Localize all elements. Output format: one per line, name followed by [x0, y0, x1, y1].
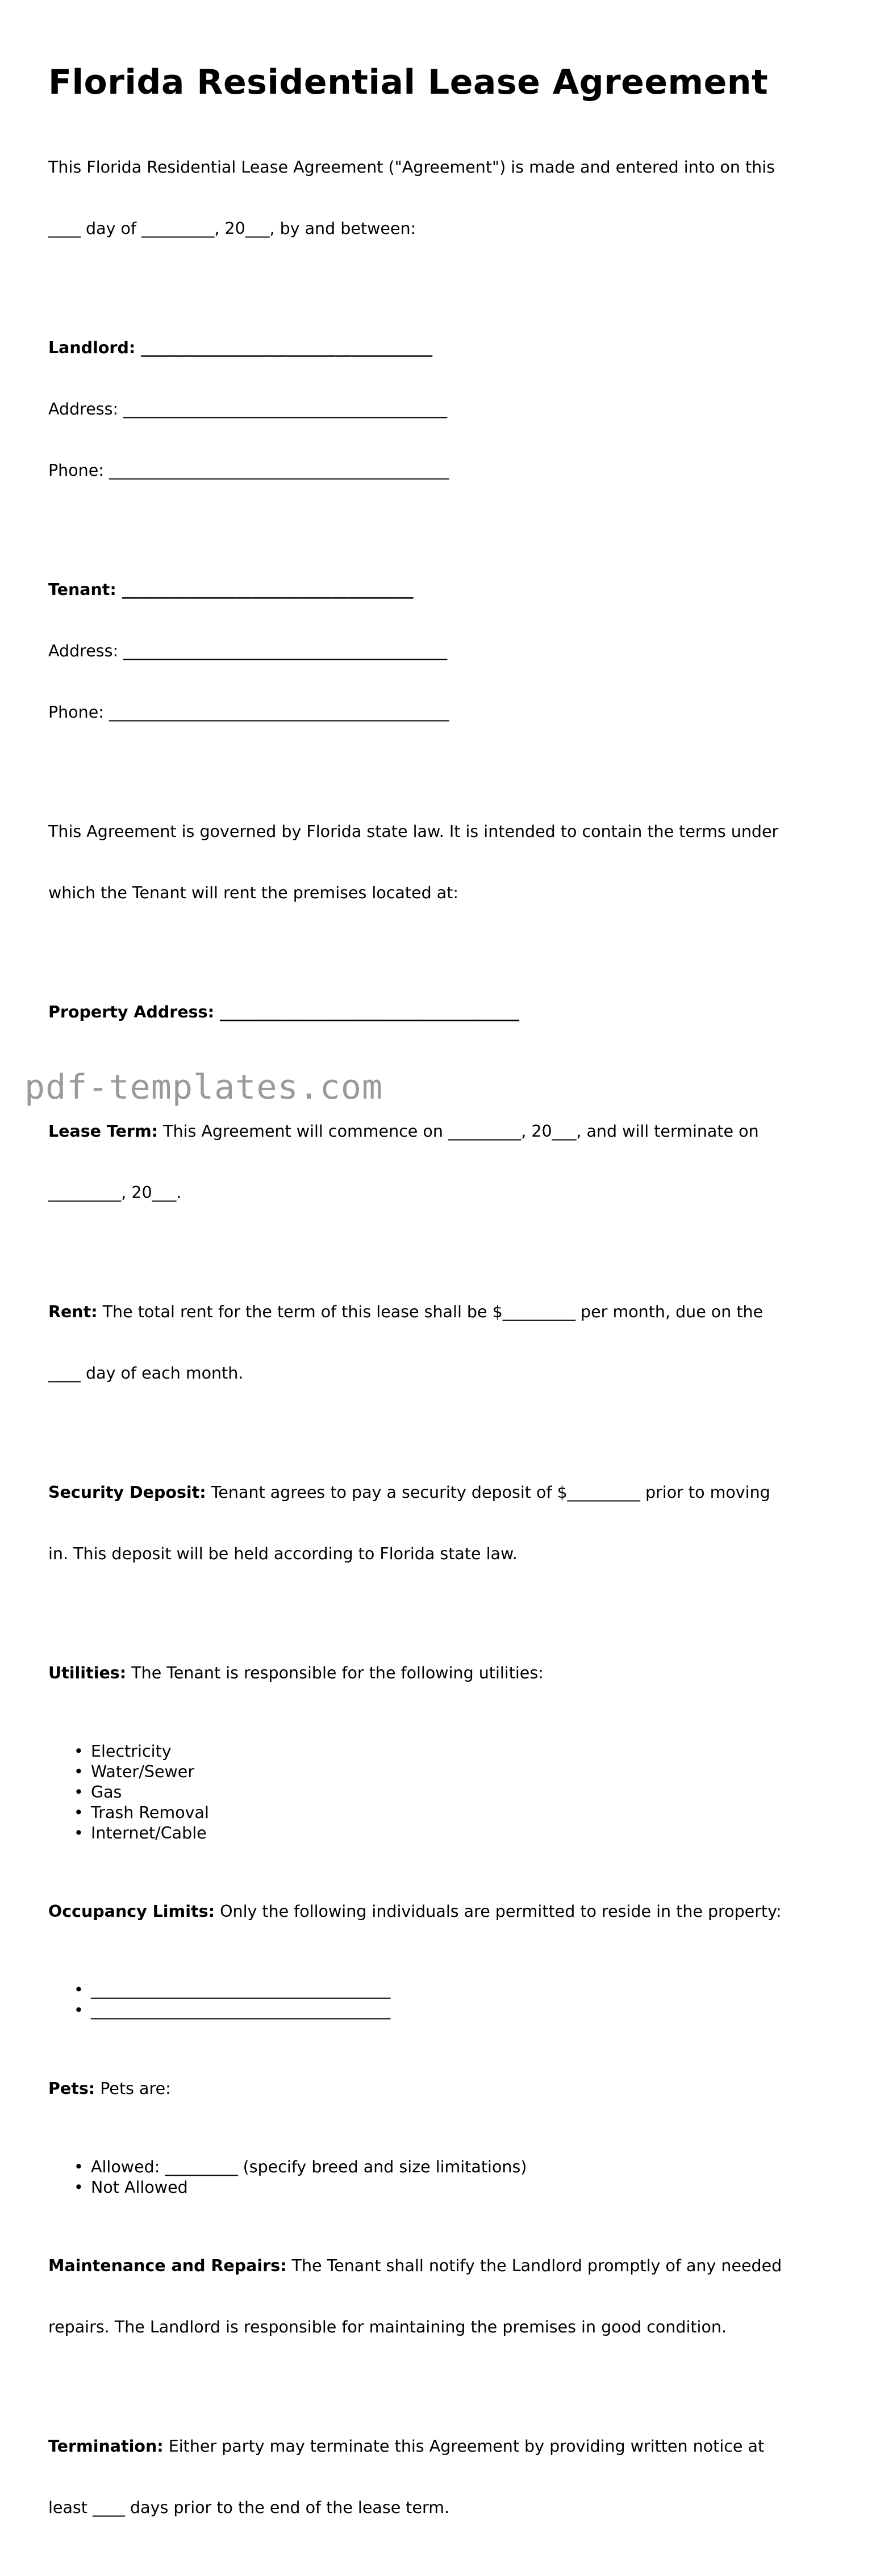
watermark: pdf-templates.com	[24, 1067, 383, 1107]
governing-law-paragraph	[48, 781, 832, 944]
list-item	[74, 2177, 832, 2198]
utility-item: Electricity	[91, 1742, 172, 1761]
lease-term-line-2: _________, 20___.	[48, 1183, 182, 1202]
pets-not-allowed-option[interactable]: Not Allowed	[91, 2178, 188, 2197]
bullet-icon: •	[74, 1762, 84, 1781]
termination-label: Termination:	[48, 2437, 164, 2456]
utilities-line	[48, 1663, 832, 1683]
maintenance-line-1	[48, 2256, 832, 2276]
security-deposit-text-1: Tenant agrees to pay a security deposit of $_________ prior to moving	[206, 1483, 770, 1502]
tenant-section	[48, 539, 832, 764]
maintenance-text-1: The Tenant shall notify the Landlord promptly of any needed	[286, 2256, 782, 2275]
bullet-icon: •	[74, 1803, 84, 1822]
maintenance-label: Maintenance and Repairs:	[48, 2256, 287, 2275]
bullet-icon: •	[74, 1824, 84, 1842]
security-deposit-section	[48, 1442, 832, 1605]
list-item	[74, 1741, 832, 1762]
intro-paragraph	[48, 116, 832, 280]
list-item	[74, 1980, 832, 2000]
occupancy-section	[48, 1861, 832, 1963]
tenant-label: Tenant:	[48, 580, 116, 599]
tenant-name-blank[interactable]: ____________________________________	[116, 580, 414, 599]
landlord-name-blank[interactable]: ____________________________________	[135, 338, 433, 357]
bullet-icon: •	[74, 1783, 84, 1802]
landlord-section	[48, 297, 832, 522]
list-item	[74, 2157, 832, 2177]
list-item	[74, 1803, 832, 1823]
pets-text: Pets are:	[95, 2079, 171, 2098]
occupancy-line	[48, 1901, 832, 1922]
occupancy-list	[48, 1980, 832, 2021]
rent-line-1	[48, 1302, 832, 1322]
lease-document	[48, 60, 832, 2576]
lease-term-label: Lease Term:	[48, 1122, 158, 1141]
rent-line-2: ____ day of each month.	[48, 1364, 244, 1383]
maintenance-section	[48, 2215, 832, 2378]
utility-item: Internet/Cable	[91, 1824, 207, 1842]
pets-label: Pets:	[48, 2079, 95, 2098]
utility-item: Water/Sewer	[91, 1762, 195, 1781]
property-address-line	[48, 1002, 832, 1023]
utilities-label: Utilities:	[48, 1664, 127, 1682]
pets-allowed-option[interactable]: Allowed: _________ (specify breed and size limitations)	[91, 2158, 527, 2176]
occupant-blank[interactable]: _____________________________________	[91, 2001, 391, 2020]
lease-term-line-1	[48, 1121, 832, 1142]
pets-list	[48, 2157, 832, 2198]
property-address-label: Property Address:	[48, 1003, 214, 1021]
landlord-phone-field[interactable]: Phone: __________________________________________	[48, 461, 449, 480]
rent-section	[48, 1261, 832, 1425]
bullet-icon: •	[74, 2158, 84, 2176]
landlord-label: Landlord:	[48, 338, 136, 357]
pets-line	[48, 2079, 832, 2099]
bullet-icon: •	[74, 2001, 84, 2020]
utilities-section	[48, 1622, 832, 1724]
landlord-name-line	[48, 338, 832, 358]
occupancy-label: Occupancy Limits:	[48, 1902, 215, 1921]
lease-term-text-1: This Agreement will commence on _________, 20___, and will terminate on	[158, 1122, 759, 1141]
list-item	[74, 2000, 832, 2021]
property-address-blank[interactable]: _____________________________________	[214, 1003, 520, 1021]
security-deposit-line-2: in. This deposit will be held according to Florida state law.	[48, 1544, 518, 1563]
security-deposit-label: Security Deposit:	[48, 1483, 206, 1502]
list-item	[74, 1762, 832, 1782]
utilities-list	[48, 1741, 832, 1844]
property-address-section	[48, 961, 832, 1063]
list-item	[74, 1823, 832, 1844]
occupant-blank[interactable]: _____________________________________	[91, 1980, 391, 1999]
utility-item: Gas	[91, 1783, 122, 1802]
landlord-address-field[interactable]: Address: ________________________________________	[48, 400, 448, 418]
page-title: Florida Residential Lease Agreement	[48, 62, 769, 102]
occupancy-text: Only the following individuals are permitted to reside in the property:	[215, 1902, 782, 1921]
list-item	[74, 1782, 832, 1803]
termination-text-1: Either party may terminate this Agreement by providing written notice at	[163, 2437, 765, 2456]
bullet-icon: •	[74, 1980, 84, 1999]
bullet-icon: •	[74, 1742, 84, 1761]
security-deposit-line-1	[48, 1482, 832, 1503]
termination-line-1	[48, 2436, 832, 2457]
utilities-text: The Tenant is responsible for the following utilities:	[126, 1664, 544, 1682]
bullet-icon: •	[74, 2178, 84, 2197]
maintenance-line-2: repairs. The Landlord is responsible for maintaining the premises in good condition.	[48, 2318, 727, 2336]
intro-line-1: This Florida Residential Lease Agreement ("Agreement") is made and entered into on this	[48, 158, 775, 177]
rent-text-1: The total rent for the term of this lease shall be $_________ per month, due on the	[97, 1302, 764, 1321]
tenant-phone-field[interactable]: Phone: __________________________________________	[48, 703, 449, 722]
termination-line-2: least ____ days prior to the end of the lease term.	[48, 2498, 450, 2517]
rent-label: Rent:	[48, 1302, 98, 1321]
tenant-name-line	[48, 580, 832, 600]
intro-line-2: ____ day of _________, 20___, by and between:	[48, 219, 416, 238]
termination-section	[48, 2395, 832, 2559]
tenant-address-field[interactable]: Address: ________________________________________	[48, 642, 448, 660]
governing-line-1: This Agreement is governed by Florida state law. It is intended to contain the terms under	[48, 822, 779, 841]
pets-section	[48, 2038, 832, 2140]
governing-line-2: which the Tenant will rent the premises located at:	[48, 883, 458, 902]
utility-item: Trash Removal	[91, 1803, 209, 1822]
